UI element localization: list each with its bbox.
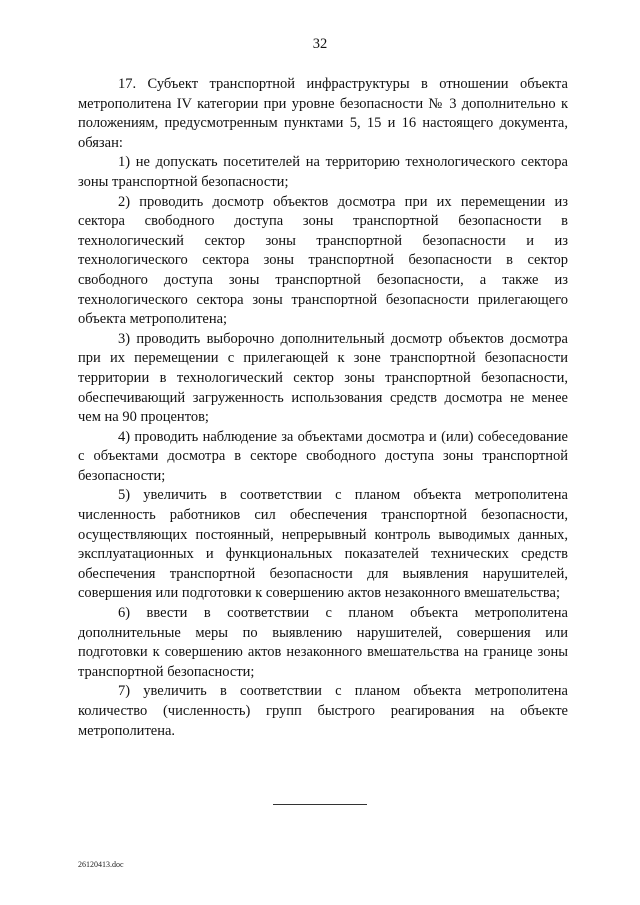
document-body	[78, 75, 568, 741]
footer-file-code: 26120413.doc	[78, 860, 124, 869]
list-item-3: 3) проводить выборочно дополнительный досмотр объектов досмотра при их перемещении с прилегающей к зоне транспортной безопасности территории в технологический сектор зоны транспортной безопасности, обеспечивающий загруженность использования средств досмотра не менее чем на 90 процентов;	[78, 330, 568, 426]
end-divider	[273, 804, 367, 805]
page-number: 32	[312, 36, 328, 52]
list-item-6: 6) ввести в соответствии с планом объекта метрополитена дополнительные меры по выявлению нарушителей, совершения или подготовки к совершению актов незаконного вмешательства на границе зоны транспортной безопасности;	[78, 605, 568, 680]
paragraph-17: 17. Субъект транспортной инфраструктуры в отношении объекта метрополитена IV категории при уровне безопасности № 3 дополнительно к положениям, предусмотренным пунктами 5, 15 и 16 настоящего документа, обязан:	[78, 76, 568, 151]
list-item-4: 4) проводить наблюдение за объектами досмотра и (или) собеседование с объектами досмотра в секторе свободного доступа зоны транспортной безопасности;	[78, 428, 568, 484]
list-item-1: 1) не допускать посетителей на территорию технологического сектора зоны транспортной безопасности;	[78, 154, 568, 190]
list-item-5: 5) увеличить в соответствии с планом объекта метрополитена численность работников сил обеспечения транспортной безопасности, осуществляющих постоянный, непрерывный контроль выводимых данных, эксплуатационных и функциональных показателей технических средств обеспечения транспортной безопасности для выявления нарушителей, совершения или подготовки к совершению актов незаконного вмешательства;	[78, 487, 568, 602]
list-item-2: 2) проводить досмотр объектов досмотра при их перемещении из сектора свободного доступа зоны транспортной безопасности в технологический сектор зоны транспортной безопасности и из технологического сектора зоны транспортной безопасности в сектор свободного доступа зоны транспортной безопасности, а также из технологического сектора зоны транспортной безопасности прилегающего объекта метрополитена;	[78, 193, 568, 328]
list-item-7: 7) увеличить в соответствии с планом объекта метрополитена количество (численность) групп быстрого реагирования на объекте метрополитена.	[78, 683, 568, 739]
